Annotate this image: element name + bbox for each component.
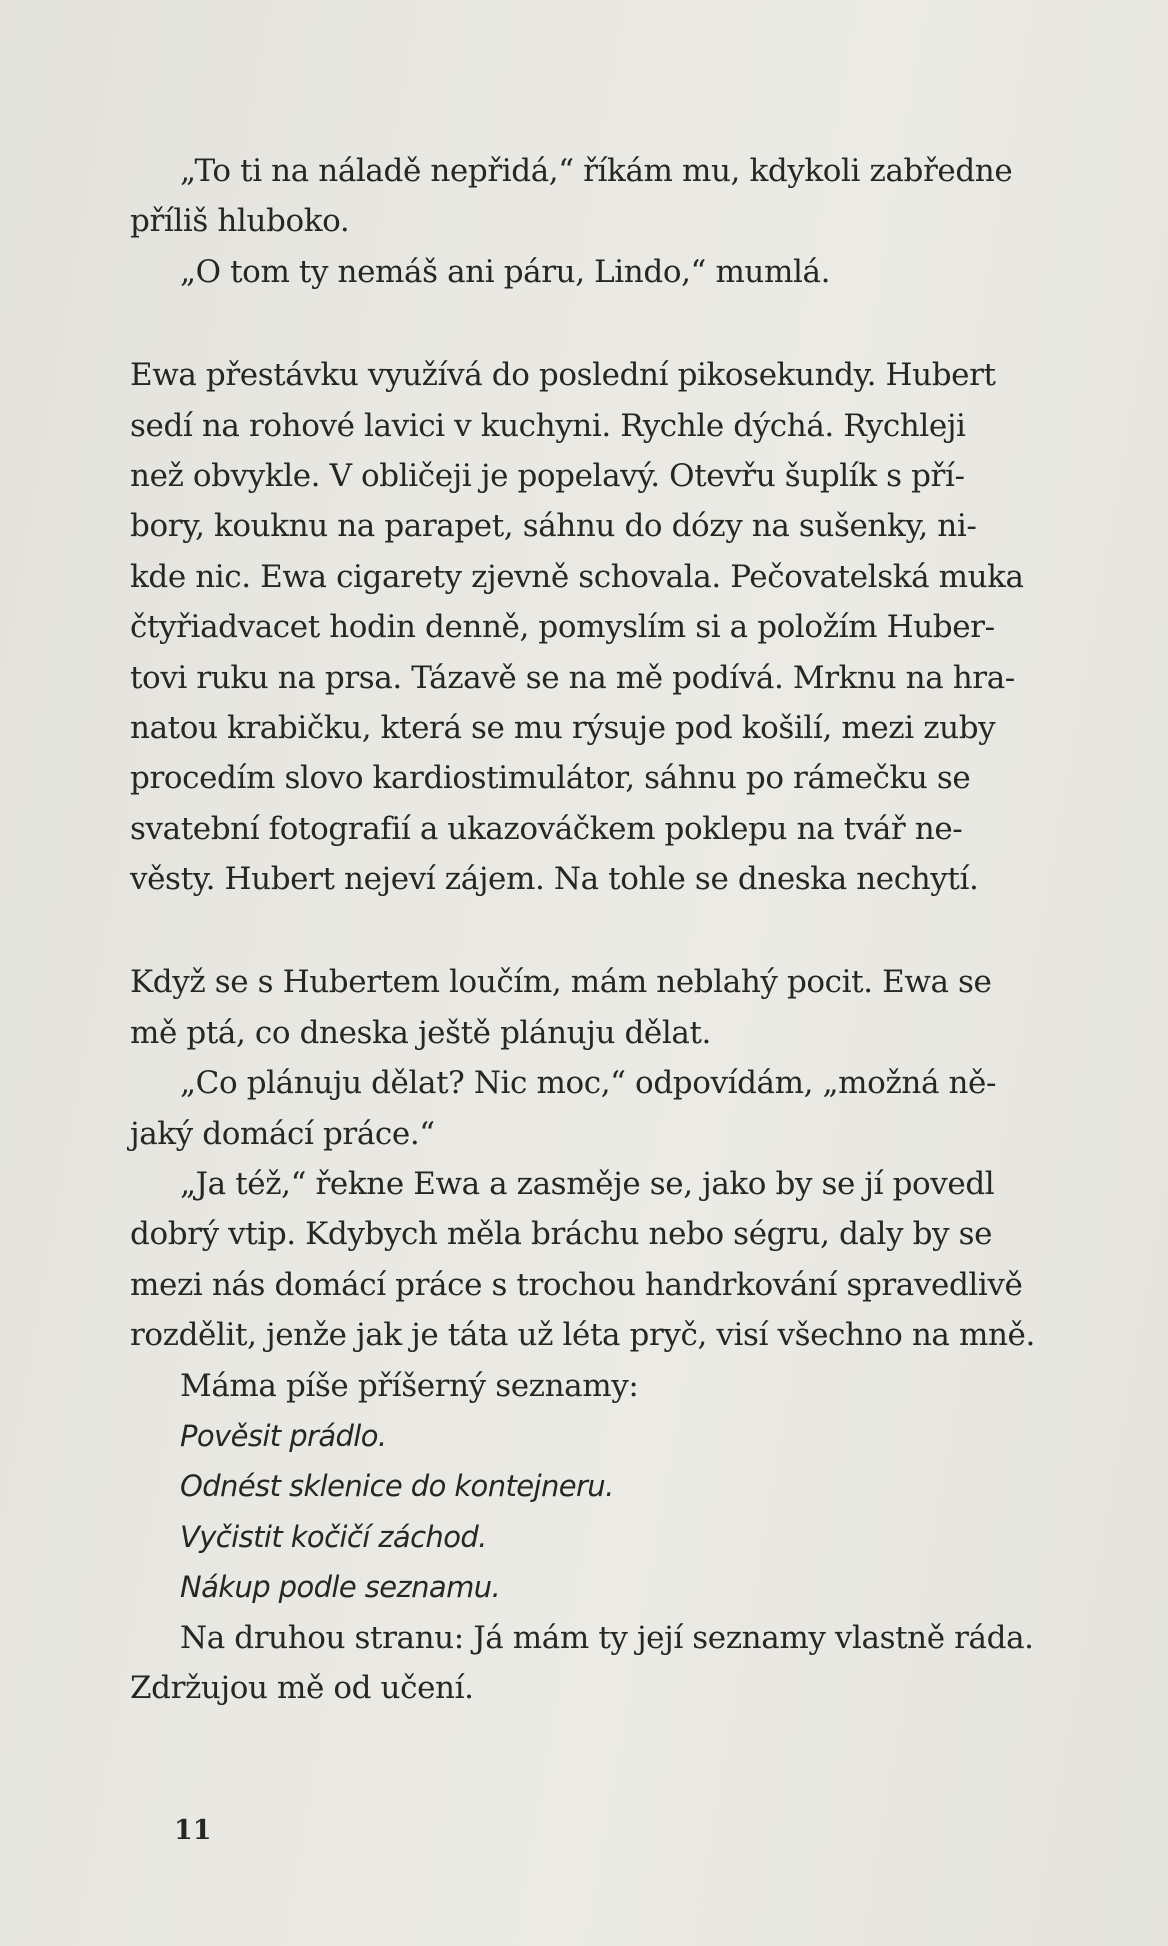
text-line: „O tom ty nemáš ani páru, Lindo,“ mumlá.: [180, 253, 831, 290]
text-line: jaký domácí práce.“: [130, 1115, 435, 1152]
text-line: Pověsit prádlo.: [180, 1418, 387, 1453]
text-line: „Ja též,“ řekne Ewa a zasměje se, jako by se jí povedl: [180, 1166, 995, 1203]
text-line: Na druhou stranu: Já mám ty její seznamy vlastně ráda.: [180, 1619, 1034, 1656]
text-line: čtyřiadvacet hodin denně, pomyslím si a položím Huber-: [130, 609, 995, 646]
text-line: mě ptá, co dneska ještě plánuju dělat.: [130, 1014, 711, 1051]
text-line: sedí na rohové lavici v kuchyni. Rychle dýchá. Rychleji: [130, 407, 966, 444]
text-line: rozdělit, jenže jak je táta už léta pryč, visí všechno na mně.: [130, 1317, 1035, 1354]
text-line: než obvykle. V obličeji je popelavý. Otevřu šuplík s pří-: [130, 457, 965, 494]
text-line: příliš hluboko.: [130, 203, 350, 240]
paragraph-gap: [130, 297, 1060, 350]
paragraph: [130, 350, 1060, 904]
text-line: „Co plánuju dělat? Nic moc,“ odpovídám, „možná ně-: [180, 1065, 997, 1102]
page-number: 11: [174, 1815, 212, 1846]
text-line: mezi nás domácí práce s trochou handrkování spravedlivě: [130, 1266, 1023, 1303]
text-line: bory, kouknu na parapet, sáhnu do dózy na sušenky, ni-: [130, 508, 977, 545]
paragraph-gap: [130, 904, 1060, 957]
text-line: Zdržujou mě od učení.: [130, 1669, 474, 1706]
text-line: Ewa přestávku využívá do poslední pikosekundy. Hubert: [130, 357, 996, 394]
text-line: kde nic. Ewa cigarety zjevně schovala. Pečovatelská muka: [130, 558, 1024, 595]
paragraph: [130, 146, 1060, 297]
text-line: Nákup podle seznamu.: [180, 1570, 501, 1605]
paragraph: [130, 957, 1060, 1713]
text-line: Máma píše příšerný seznamy:: [180, 1367, 639, 1404]
text-line: Vyčistit kočičí záchod.: [180, 1519, 487, 1554]
text-line: „To ti na náladě nepřidá,“ říkám mu, kdykoli zabředne: [180, 153, 1013, 189]
text-line: věsty. Hubert nejeví zájem. Na tohle se dneska nechytí.: [130, 861, 979, 898]
text-line: natou krabičku, která se mu rýsuje pod košilí, mezi zuby: [130, 709, 996, 746]
text-line: tovi ruku na prsa. Tázavě se na mě podívá. Mrknu na hra-: [130, 659, 1015, 696]
body-text: [130, 146, 1060, 1713]
text-line: dobrý vtip. Kdybych měla bráchu nebo ségru, daly by se: [130, 1216, 993, 1253]
text-line: Odnést sklenice do kontejneru.: [180, 1469, 614, 1504]
text-line: Když se s Hubertem loučím, mám neblahý pocit. Ewa se: [130, 964, 992, 1001]
text-line: svatební fotografií a ukazováčkem poklepu na tvář ne-: [130, 810, 963, 847]
text-line: procedím slovo kardiostimulátor, sáhnu po rámečku se: [130, 760, 971, 797]
